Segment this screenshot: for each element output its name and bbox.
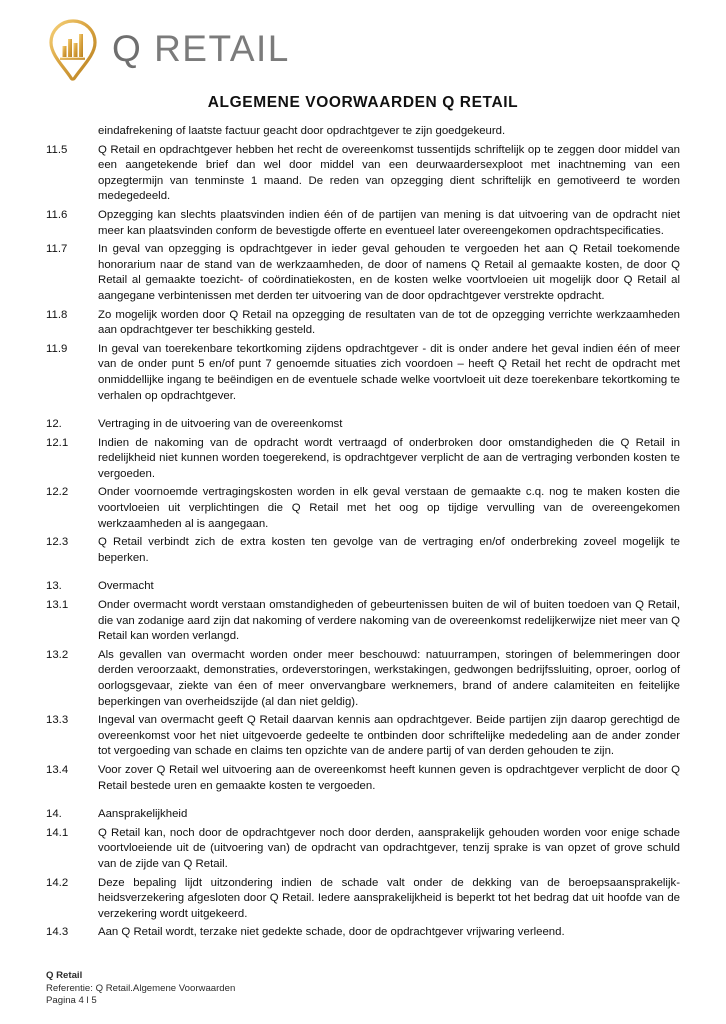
clause-row	[46, 598, 680, 645]
clause-text: Onder overmacht wordt verstaan omstandigheden of gebeurtenissen buiten de wil of buiten toedoen van Q Retail, die van zodanige aard zijn dat nakoming of verdere nakoming van de overeenkomst redelijkerwijze niet meer van Q Retail kan worden verlangd.	[98, 599, 680, 643]
clause-text: In geval van toerekenbare tekortkoming zijdens opdrachtgever - dit is onder andere het geval indien één of meer van de onder punt 5 en/of punt 7 genoemde situaties zich voordoen – heeft Q Retail het recht de opdracht met onmiddellijke ingang te beëindigen en de eventuele schade welke voortvloeit uit deze toerekenbare tekortkoming te verhalen op opdrachtgever.	[98, 342, 680, 402]
clause-text: Overmacht	[98, 580, 154, 593]
clause-row	[46, 436, 680, 483]
clause-number: 12.3	[46, 536, 69, 549]
clause-number: 13.4	[46, 763, 69, 776]
clause-number: 13.1	[46, 599, 69, 612]
clause-text: Vertraging in de uitvoering van de overeenkomst	[98, 418, 343, 431]
clause-text: Aan Q Retail wordt, terzake niet gedekte schade, door de opdrachtgever vrijwaring verleend.	[98, 926, 565, 939]
page-title: ALGEMENE VOORWAARDEN Q RETAIL	[207, 94, 519, 111]
clause-number: 11.7	[46, 243, 68, 256]
clause-text: Ingeval van overmacht geeft Q Retail daarvan kennis aan opdrachtgever. Beide partijen zijn daarop gerechtigd de overeenkomst voor het niet uitgevoerde gedeelte te ontbinden door schriftelijke mededeling aan de ander zonder tot vergoeding van schade en claims ten opzichte van de andere partij of van derden gehouden te zijn.	[98, 714, 680, 758]
clause-row	[46, 535, 680, 566]
clause-number: 13.	[46, 580, 62, 593]
document-body	[0, 124, 726, 941]
footer-reference: Referentie: Q Retail.Algemene Voorwaarden	[46, 982, 236, 994]
clause-number: 14.	[46, 808, 62, 821]
clause-number: 11.8	[46, 308, 68, 321]
clause-number: 11.6	[46, 208, 68, 221]
clause-text: Q Retail en opdrachtgever hebben het recht de overeenkomst tussentijds schriftelijk op te zeggen door middel van een aangetekende brief dan wel door middel van een deurwaardersexploot met inachtneming van een opzegtermijn van tenminste 1 maand. De reden van opzegging dient schriftelijk en gemotiveerd te worden medegedeeld.	[98, 143, 680, 203]
clause-row	[46, 648, 680, 710]
footer-company: Q Retail	[46, 970, 83, 982]
brand-wordmark	[112, 27, 290, 71]
clause-row	[46, 579, 680, 595]
clause-text: Q Retail kan, noch door de opdrachtgever noch door derden, aansprakelijk gehouden worden voor enige schade voortvloeiende uit de (uitvoering van) de opdracht van opdrachtgever, tenzij sprake is van opzet of grove schuld van de zijde van Q Retail.	[98, 826, 680, 870]
clause-number: 13.2	[46, 648, 69, 661]
clause-text: In geval van opzegging is opdrachtgever in ieder geval gehouden te vergoeden het aan Q Retail toekomende honorarium naar de stand van de werkzaamheden, de door of namens Q Retail al gemaakte kosten, de door Q Retail al gemaakte toezicht- of coördinatiekosten, en de kosten welke voortvloeien uit mogelijk door Q Retail al aangegane verbintenissen met derden ter uitvoering van de door opdrachtgever verstrekte opdracht.	[98, 243, 680, 302]
clause-text: Als gevallen van overmacht worden onder meer beschouwd: natuurrampen, storingen of belemmeringen door derden veroorzaakt, demonstraties, ordeverstoringen, werkstakingen, gedwongen bedrijfssluiting, oproer, oorlog of oorlogsgevaar, ziekte van éen of meer onvervangbare werknemers, brand of andere calamiteiten en feitelijke beperkingen van overheidszijde (al dan niet geldig).	[98, 648, 680, 708]
clause-text: Deze bepaling lijdt uitzondering indien de schade valt onder de dekking van de beroepsaansprakelijk-heidsverzekering afgesloten door Q Retail. Iedere aansprakelijkheid is beperkt tot het bedrag dat uit hoofde van de verzekering wordt uitgekeerd.	[98, 876, 680, 920]
clause-row	[46, 763, 680, 794]
clause-text: Voor zover Q Retail wel uitvoering aan de overeenkomst heeft kunnen geven is opdrachtgever verplicht de door Q Retail bestede uren en gemaakte kosten te vergoeden.	[98, 763, 680, 792]
brand-q: Q	[112, 27, 143, 69]
clause-row	[46, 342, 680, 404]
clause-text: Aansprakelijkheid	[98, 808, 188, 821]
clause-number: 11.5	[46, 143, 68, 156]
clause-row	[46, 713, 680, 760]
clause-number: 12.1	[46, 436, 69, 449]
clause-row	[46, 826, 680, 873]
clause-number: 14.2	[46, 876, 69, 889]
document-footer	[46, 970, 235, 1008]
clause-number: 13.3	[46, 714, 69, 727]
clause-text: Opzegging kan slechts plaatsvinden indien één of de partijen van mening is dat uitvoering van de opdracht niet meer kan plaatsvinden conform de bevestigde offerte en eventueel later overeengekomen opdrachtspecificaties.	[98, 208, 680, 237]
brand-retail: RETAIL	[154, 27, 290, 69]
clause-row	[46, 876, 680, 923]
clause-row	[46, 308, 680, 339]
clause-row	[46, 417, 680, 433]
clause-row	[46, 925, 680, 941]
footer-page-number: Pagina 4 l 5	[46, 995, 97, 1007]
clause-text: Zo mogelijk worden door Q Retail na opzegging de resultaten van de tot de opzegging verrichte werkzaamheden aan opdrachtgever ter beschikking gesteld.	[98, 308, 680, 337]
clause-row	[46, 485, 680, 532]
clause-row	[46, 208, 680, 239]
clause-text: Indien de nakoming van de opdracht wordt vertraagd of onderbroken door omstandigheden die Q Retail in redelijkheid niet kunnen worden toegerekend, is opdrachtgever verplicht de aan de vertraging verbonden kosten te vergoeden.	[98, 436, 680, 480]
clause-row	[46, 242, 680, 304]
clause-row	[46, 807, 680, 823]
clause-list	[46, 143, 680, 941]
q-retail-pin-logo-icon	[44, 19, 102, 81]
lead-paragraph: eindafrekening of laatste factuur geacht door opdrachtgever te zijn goedgekeurd.	[98, 125, 506, 137]
clause-text: Onder voornoemde vertragingskosten worden in elk geval verstaan de gemaakte c.q. nog te maken kosten die voortvloeien uit verplichtingen die Q Retail met het oog op tijdige vervulling van de overeengekomen werkzaamheden al is aangegaan.	[98, 486, 680, 530]
clause-number: 12.2	[46, 486, 69, 499]
clause-text: Q Retail verbindt zich de extra kosten ten gevolge van de vertraging en/of onderbreking zoveel mogelijk te beperken.	[98, 536, 680, 564]
clause-number: 14.3	[46, 926, 69, 939]
clause-number: 14.1	[46, 826, 69, 839]
document-header	[0, 0, 726, 78]
clause-row	[46, 143, 680, 205]
clause-number: 12.	[46, 418, 62, 431]
clause-number: 11.9	[46, 342, 68, 355]
